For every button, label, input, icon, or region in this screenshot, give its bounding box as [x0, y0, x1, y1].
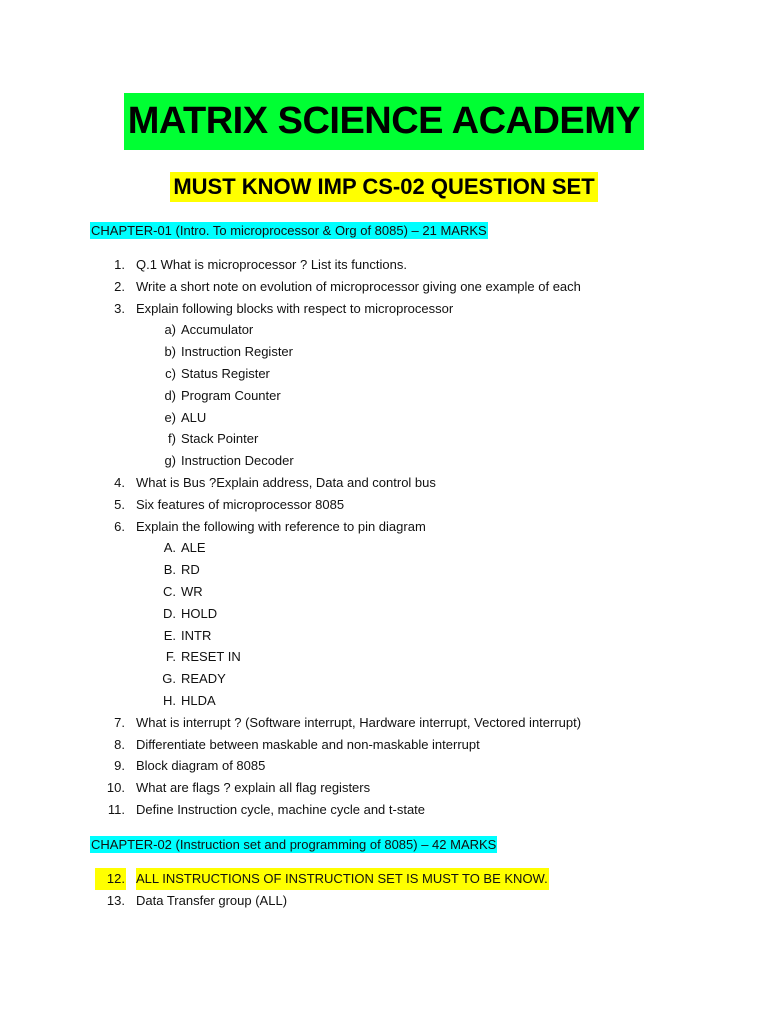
- item-text: Explain the following with reference to pin diagram: [136, 518, 426, 534]
- item-text: WR: [181, 583, 203, 599]
- page-title: MATRIX SCIENCE ACADEMY: [124, 93, 645, 150]
- item-number: 8.: [114, 736, 125, 752]
- list-item: [0, 254, 768, 276]
- subtitle-block: [0, 172, 768, 202]
- item-text: What are flags ? explain all flag registers: [136, 780, 371, 796]
- item-number: 10.: [106, 780, 125, 796]
- sub-list-item: [0, 450, 768, 472]
- item-letter: d): [164, 387, 176, 403]
- item-text: Six features of microprocessor 8085: [136, 496, 345, 512]
- item-text: READY: [181, 671, 226, 687]
- item-number: 5.: [114, 496, 125, 512]
- item-letter: a): [164, 322, 176, 338]
- list-item: [0, 755, 768, 777]
- item-text: Instruction Register: [181, 344, 293, 360]
- item-text: Data Transfer group (ALL): [136, 892, 288, 908]
- sub-list-item: [0, 407, 768, 429]
- item-text: ALU: [181, 409, 207, 425]
- list-item: [0, 734, 768, 756]
- sub-list-item: [0, 646, 768, 668]
- item-number: 4.: [114, 474, 125, 490]
- item-text: RD: [181, 562, 200, 578]
- item-text: Instruction Decoder: [181, 453, 294, 469]
- item-text: Program Counter: [181, 387, 281, 403]
- list-item: [0, 276, 768, 298]
- sub-list-item: [0, 559, 768, 581]
- item-letter: c): [165, 365, 176, 381]
- item-text: Differentiate between maskable and non-maskable interrupt: [136, 736, 480, 752]
- sub-list-item: [0, 603, 768, 625]
- item-number: 13.: [106, 892, 125, 908]
- chapter-01-question-list: [0, 254, 768, 821]
- item-text: ALL INSTRUCTIONS OF INSTRUCTION SET IS MUST TO BE KNOW.: [136, 868, 549, 890]
- list-item: [0, 890, 768, 912]
- item-text: Stack Pointer: [181, 431, 259, 447]
- list-item: [0, 516, 768, 538]
- list-item: [0, 712, 768, 734]
- sub-list-item: [0, 341, 768, 363]
- sub-list-item: [0, 428, 768, 450]
- sub-list-item: [0, 625, 768, 647]
- sub-list-item: [0, 690, 768, 712]
- item-letter: g): [164, 453, 176, 469]
- item-letter: H.: [163, 692, 176, 708]
- chapter-02-heading: CHAPTER-02 (Instruction set and programming of 8085) – 42 MARKS: [91, 837, 497, 852]
- list-item: [0, 298, 768, 320]
- item-letter: A.: [163, 540, 176, 556]
- item-letter: f): [168, 431, 176, 447]
- item-text: HOLD: [181, 605, 218, 621]
- item-text: Block diagram of 8085: [136, 758, 266, 774]
- chapter-01-heading: CHAPTER-01 (Intro. To microprocessor & Org of 8085) – 21 MARKS: [91, 223, 487, 238]
- item-text: Q.1 What is microprocessor ? List its functions.: [136, 257, 407, 272]
- item-letter: C.: [163, 583, 176, 599]
- item-number: 3.: [114, 300, 125, 316]
- sub-list-item: [0, 668, 768, 690]
- sub-list-item: [0, 319, 768, 341]
- list-item: [0, 494, 768, 516]
- item-number: 6.: [114, 518, 125, 534]
- item-letter: E.: [163, 627, 176, 643]
- sub-list-item: [0, 363, 768, 385]
- chapter-02-question-list: [0, 868, 768, 912]
- sub-list-item: [0, 537, 768, 559]
- sub-list-item: [0, 581, 768, 603]
- list-item: [0, 472, 768, 494]
- item-letter: b): [164, 344, 176, 360]
- list-item: [0, 799, 768, 821]
- item-text: Accumulator: [181, 322, 254, 338]
- item-number: 1.: [114, 257, 125, 272]
- item-text: INTR: [181, 627, 212, 643]
- list-item: [0, 777, 768, 799]
- item-number: 9.: [114, 758, 125, 774]
- title-block: [0, 93, 768, 150]
- sub-list-item: [0, 385, 768, 407]
- item-number: 2.: [114, 278, 125, 294]
- item-text: What is interrupt ? (Software interrupt, Hardware interrupt, Vectored interrupt): [136, 714, 582, 730]
- item-letter: D.: [163, 605, 176, 621]
- item-text: ALE: [181, 540, 206, 556]
- item-text: What is Bus ?Explain address, Data and control bus: [136, 474, 436, 490]
- item-letter: e): [164, 409, 176, 425]
- item-text: Explain following blocks with respect to microprocessor: [136, 300, 454, 316]
- item-number: 12.: [95, 868, 126, 890]
- item-text: Define Instruction cycle, machine cycle and t-state: [136, 801, 426, 817]
- item-letter: B.: [163, 562, 176, 578]
- item-text: HLDA: [181, 692, 216, 708]
- item-text: Write a short note on evolution of microprocessor giving one example of each: [136, 278, 581, 294]
- page-subtitle: MUST KNOW IMP CS-02 QUESTION SET: [170, 172, 597, 202]
- item-number: 11.: [107, 801, 125, 817]
- item-number: 7.: [114, 714, 125, 730]
- item-text: Status Register: [181, 365, 270, 381]
- item-letter: G.: [162, 671, 176, 687]
- item-letter: F.: [165, 649, 176, 665]
- item-text: RESET IN: [181, 649, 241, 665]
- list-item-highlighted: [0, 868, 768, 890]
